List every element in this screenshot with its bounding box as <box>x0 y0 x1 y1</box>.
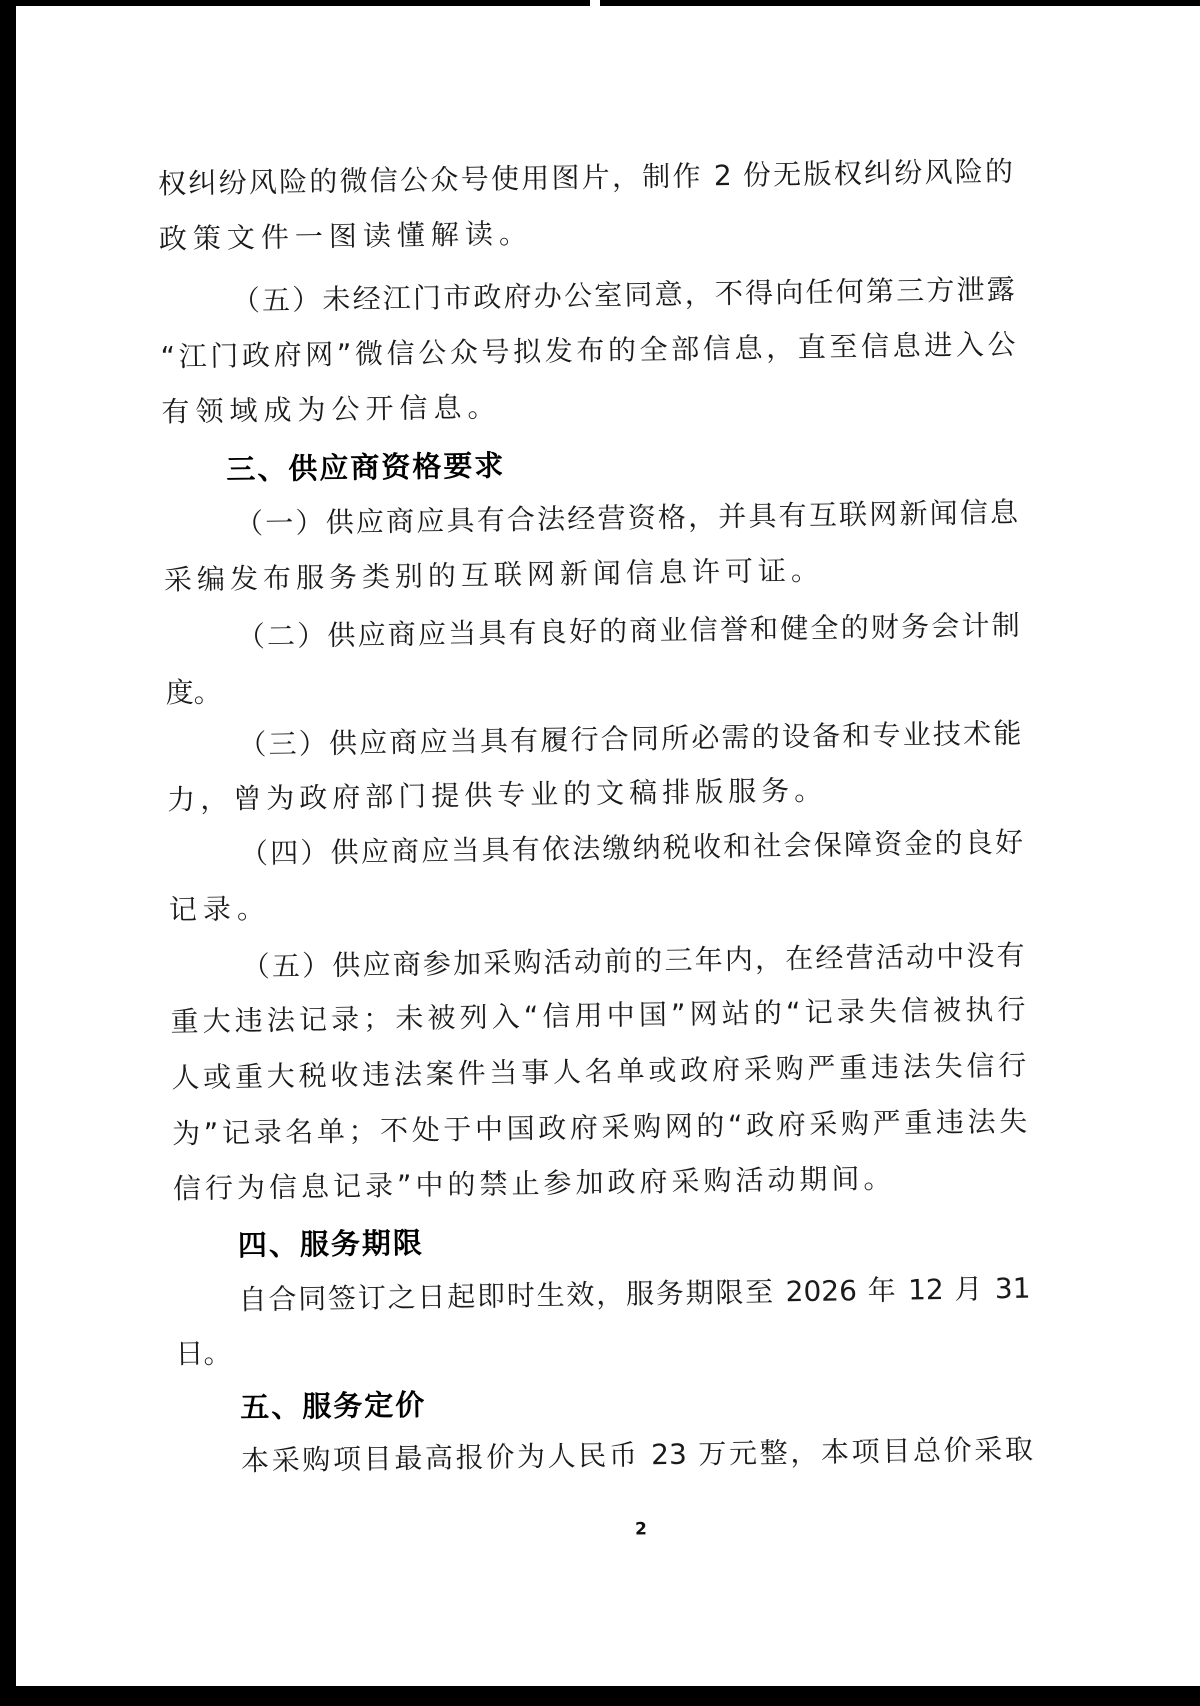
section-heading: 三、供应商资格要求 <box>226 448 506 487</box>
body-line: 重大违法记录；未被列入“信用中国”网站的“记录失信被执行 <box>170 992 1026 1039</box>
body-line: 信行为信息记录”中的禁止参加政府采购活动期间。 <box>172 1161 896 1206</box>
body-line: 权纠纷风险的微信公众号使用图片，制作 2 份无版权纠纷风险的 <box>157 154 1014 201</box>
body-line: （四）供应商应当具有依法缴纳税收和社会保障资金的良好 <box>239 825 1024 871</box>
body-line: 度。 <box>165 675 222 710</box>
body-line: 为”记录名单；不处于中国政府采购网的“政府采购严重违法失 <box>171 1104 1028 1151</box>
body-line: （五）供应商参加采购活动前的三年内，在经营活动中没有 <box>241 938 1025 984</box>
body-line: 力，曾为政府部门提供专业的文稿排版服务。 <box>166 773 828 817</box>
body-line: “江门政府网”微信公众号拟发布的全部信息，直至信息进入公 <box>160 327 1016 374</box>
body-line: （一）供应商应具有合法经营资格，并具有互联网新闻信息 <box>234 495 1019 541</box>
body-line: （三）供应商应当具有履行合同所必需的设备和专业技术能 <box>238 716 1022 762</box>
body-line: 有领域成为公开信息。 <box>161 390 502 429</box>
section-heading: 五、服务定价 <box>239 1387 427 1425</box>
body-line: 本采购项目最高报价为人民币 23 万元整，本项目总价采取 <box>240 1432 1034 1478</box>
body-line: 采编发布服务类别的互联网新闻信息许可证。 <box>163 553 825 597</box>
body-line: （五）未经江门市政府办公室同意，不得向任何第三方泄露 <box>231 272 1015 318</box>
body-line: 记录。 <box>168 891 272 927</box>
body-line: 人或重大税收违法案件当事人名单或政府采购严重违法失信行 <box>171 1048 1027 1095</box>
section-heading: 四、服务期限 <box>237 1225 425 1263</box>
body-line: （二）供应商应当具有良好的商业信誉和健全的财务会计制 <box>236 608 1020 654</box>
page-number: 2 <box>634 1519 648 1540</box>
body-line: 日。 <box>175 1336 232 1371</box>
body-line: 政策文件一图读懂解读。 <box>158 216 534 256</box>
body-line: 自合同签订之日起即时生效，服务期限至 2026 年 12 月 31 <box>238 1271 1031 1317</box>
